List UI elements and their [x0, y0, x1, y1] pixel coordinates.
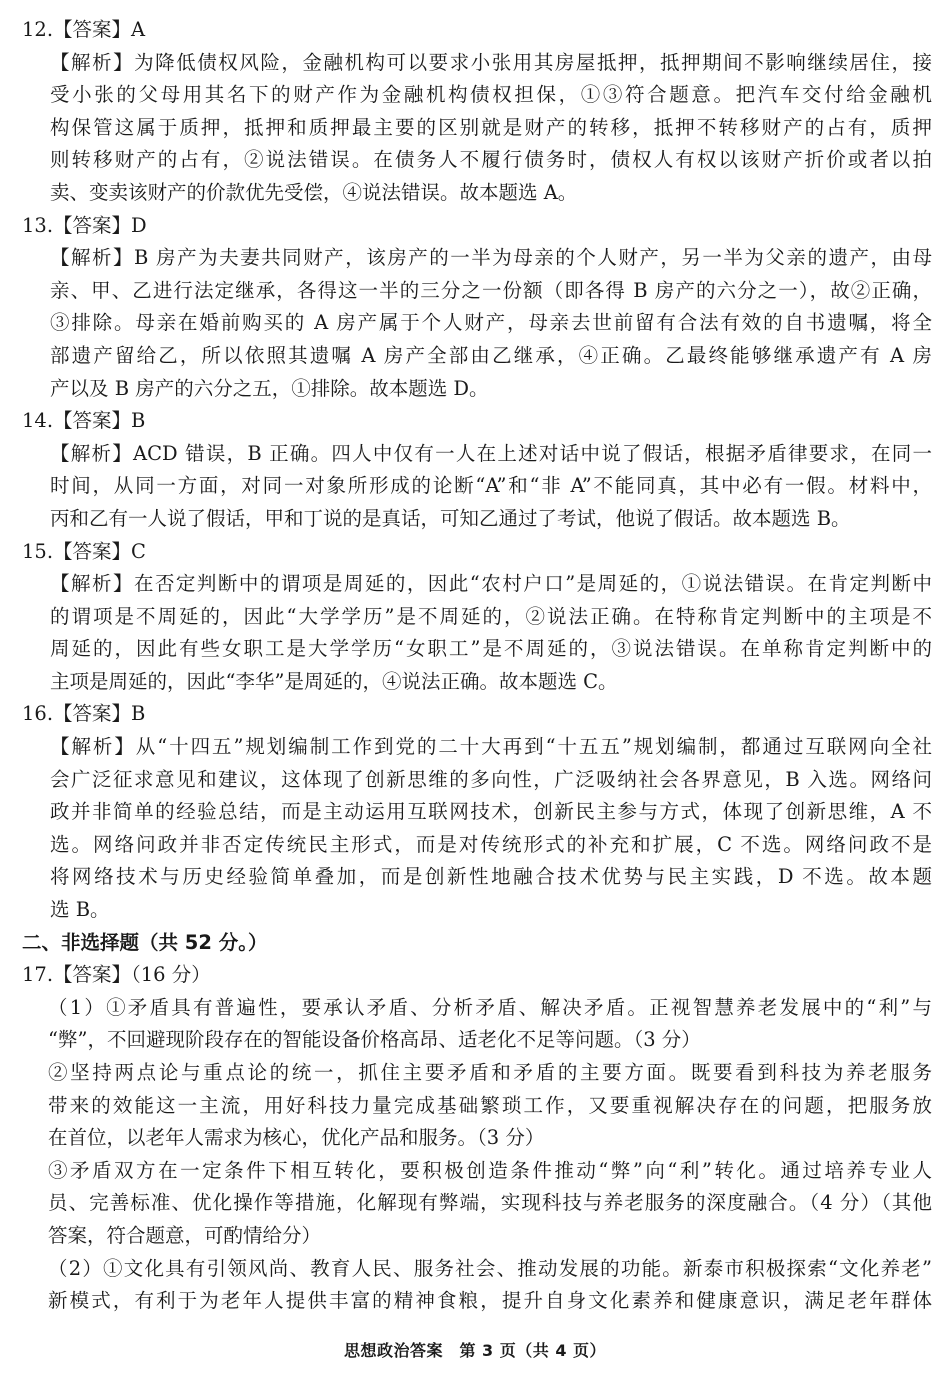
text-line: 【解析】为降低债权风险，金融机构可以要求小张用其房屋抵押，抵押期间不影响继续居住，接: [50, 50, 932, 74]
text-line: 14.【答案】B: [22, 409, 146, 433]
text-line: 丙和乙有一人说了假话，甲和丁说的是真话，可知乙通过了考试，他说了假话。故本题选 B。: [50, 506, 851, 530]
text-line: 周延的，因此有些女职工是大学学历“女职工”是不周延的，③说法错误。在单称肯定判断中的: [50, 637, 932, 661]
text-line: 二、非选择题（共 52 分。）: [22, 930, 268, 954]
answer-content: [22, 14, 932, 1318]
text-line: 卖、变卖该财产的价款优先受偿，④说法错误。故本题选 A。: [50, 180, 578, 204]
text-line: 12.【答案】A: [22, 18, 146, 41]
text-line: 【解析】ACD 错误，B 正确。四人中仅有一人在上述对话中说了假话，根据矛盾律要求，在同一: [50, 441, 932, 465]
text-line: 【解析】B 房产为夫妻共同财产，该房产的一半为母亲的个人财产，另一半为父亲的遗产，由母: [50, 246, 932, 270]
text-line: 的谓项是不周延的，因此“大学学历”是不周延的，②说法正确。在特称肯定判断中的主项是不: [50, 604, 932, 628]
text-line: 【解析】从“十四五”规划编制工作到党的二十大再到“十五五”规划编制，都通过互联网向全社: [50, 735, 932, 759]
text-line: 16.【答案】B: [22, 702, 146, 726]
text-line: 新模式，有利于为老年人提供丰富的精神食粮，提升自身文化素养和健康意识，满足老年群体: [48, 1289, 932, 1313]
text-line: 受小张的父母用其名下的财产作为金融机构债权担保，①③符合题意。把汽车交付给金融机: [50, 83, 932, 107]
text-line: ②坚持两点论与重点论的统一，抓住主要矛盾和矛盾的主要方面。既要看到科技为养老服务: [48, 1061, 932, 1084]
text-line: （1）①矛盾具有普遍性，要承认矛盾、分析矛盾、解决矛盾。正视智慧养老发展中的“利”与: [48, 995, 932, 1019]
text-line: 部遗产留给乙，所以依照其遗嘱 A 房产全部由乙继承，④正确。乙最终能够继承遗产有 A 房: [50, 343, 932, 367]
text-line: 在首位，以老年人需求为核心，优化产品和服务。（3 分）: [48, 1126, 545, 1150]
text-line: 将网络技术与历史经验简单叠加，而是创新性地融合技术优势与民主实践，D 不选。故本题: [50, 865, 932, 889]
text-line: 带来的效能这一主流，用好科技力量完成基础繁琐工作，又要重视解决存在的问题，把服务放: [48, 1093, 932, 1117]
text-line: 答案，符合题意，可酌情给分）: [48, 1223, 322, 1247]
text-line: ③排除。母亲在婚前购买的 A 房产属于个人财产，母亲去世前留有合法有效的自书遗嘱，将全: [50, 311, 932, 335]
page-footer: 思想政治答案 第 3 页（共 4 页）: [343, 1341, 607, 1360]
text-line: 政并非简单的经验总结，而是主动运用互联网技术，创新民主参与方式，体现了创新思维，A 不: [50, 800, 932, 824]
text-line: 主项是周延的，因此“李华”是周延的，④说法正确。故本题选 C。: [50, 669, 618, 693]
text-line: 【解析】在否定判断中的谓项是周延的，因此“农村户口”是周延的，①说法错误。在肯定判断中: [50, 572, 932, 596]
text-line: 构保管这属于质押，抵押和质押最主要的区别就是财产的转移，抵押不转移财产的占有，质押: [50, 115, 932, 139]
text-line: 则转移财产的占有，②说法错误。在债务人不履行债务时，债权人有权以该财产折价或者以拍: [50, 148, 932, 172]
text-line: 13.【答案】D: [22, 213, 147, 237]
text-line: 选。网络问政并非否定传统民主形式，而是对传统形式的补充和扩展，C 不选。网络问政不是: [50, 832, 932, 856]
text-line: 会广泛征求意见和建议，这体现了创新思维的多向性，广泛吸纳社会各界意见，B 入选。网络问: [50, 767, 932, 791]
text-line: 亲、甲、乙进行法定继承，各得这一半的三分之一份额（即各得 B 房产的六分之一），故②正确，: [50, 278, 932, 302]
text-line: 产以及 B 房产的六分之五，①排除。故本题选 D。: [50, 376, 489, 400]
text-line: 时间，从同一方面，对同一对象所形成的论断“A”和“非 A”不能同真，其中必有一假。材料中，: [50, 474, 932, 498]
text-line: “弊”，不回避现阶段存在的智能设备价格高昂、适老化不足等问题。（3 分）: [48, 1028, 701, 1052]
text-line: 员、完善标准、优化操作等措施，化解现有弊端，实现科技与养老服务的深度融合。（4 分）（其他: [48, 1191, 932, 1215]
text-line: ③矛盾双方在一定条件下相互转化，要积极创造条件推动“弊”向“利”转化。通过培养专业人: [48, 1158, 932, 1182]
text-line: 选 B。: [50, 898, 110, 922]
text-line: 15.【答案】C: [22, 539, 146, 563]
text-line: （2）①文化具有引领风尚、教育人民、服务社会、推动发展的功能。新泰市积极探索“文化养老”: [48, 1256, 932, 1280]
text-line: 17.【答案】（16 分）: [22, 963, 211, 987]
